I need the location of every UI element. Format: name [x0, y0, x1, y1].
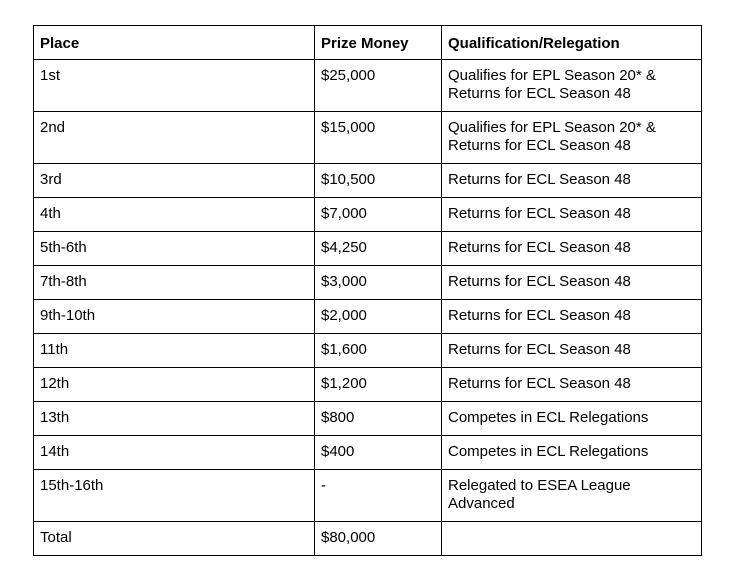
prize-cell: $4,250 [315, 232, 442, 266]
table-row [34, 334, 702, 368]
qualification-cell: Returns for ECL Season 48 [442, 334, 702, 368]
place-cell: 13th [34, 402, 315, 436]
qualification-cell: Qualifies for EPL Season 20* & Returns for ECL Season 48 [442, 112, 702, 164]
prize-cell: $80,000 [315, 522, 442, 556]
table-row [34, 266, 702, 300]
place-cell: 7th-8th [34, 266, 315, 300]
header-qualification-relegation: Qualification/Relegation [442, 26, 702, 60]
header-prize-money: Prize Money [315, 26, 442, 60]
place-cell: 15th-16th [34, 470, 315, 522]
prize-cell: $800 [315, 402, 442, 436]
table-row [34, 300, 702, 334]
qualification-cell: Returns for ECL Season 48 [442, 164, 702, 198]
qualification-cell: Returns for ECL Season 48 [442, 266, 702, 300]
place-cell: 1st [34, 60, 315, 112]
place-cell: 12th [34, 368, 315, 402]
table-row-total [34, 522, 702, 556]
prize-cell: $7,000 [315, 198, 442, 232]
prize-cell: $10,500 [315, 164, 442, 198]
prize-cell: - [315, 470, 442, 522]
table-row [34, 402, 702, 436]
qualification-cell: Returns for ECL Season 48 [442, 198, 702, 232]
place-cell: 14th [34, 436, 315, 470]
prize-cell: $3,000 [315, 266, 442, 300]
place-cell: 5th-6th [34, 232, 315, 266]
table-row [34, 198, 702, 232]
header-place: Place [34, 26, 315, 60]
table-row [34, 232, 702, 266]
prize-table [33, 25, 702, 556]
table-header-row [34, 26, 702, 60]
qualification-cell: Returns for ECL Season 48 [442, 232, 702, 266]
prize-cell: $15,000 [315, 112, 442, 164]
qualification-cell [442, 522, 702, 556]
qualification-cell: Competes in ECL Relegations [442, 436, 702, 470]
table-row [34, 164, 702, 198]
place-cell: 2nd [34, 112, 315, 164]
place-cell: 4th [34, 198, 315, 232]
qualification-cell: Returns for ECL Season 48 [442, 300, 702, 334]
qualification-cell: Returns for ECL Season 48 [442, 368, 702, 402]
prize-cell: $400 [315, 436, 442, 470]
place-cell: 11th [34, 334, 315, 368]
table-row [34, 60, 702, 112]
table-row [34, 470, 702, 522]
table-row [34, 368, 702, 402]
prize-cell: $1,200 [315, 368, 442, 402]
place-cell: Total [34, 522, 315, 556]
qualification-cell: Qualifies for EPL Season 20* & Returns for ECL Season 48 [442, 60, 702, 112]
qualification-cell: Competes in ECL Relegations [442, 402, 702, 436]
place-cell: 9th-10th [34, 300, 315, 334]
prize-cell: $25,000 [315, 60, 442, 112]
prize-cell: $1,600 [315, 334, 442, 368]
place-cell: 3rd [34, 164, 315, 198]
prize-cell: $2,000 [315, 300, 442, 334]
table-row [34, 112, 702, 164]
qualification-cell: Relegated to ESEA League Advanced [442, 470, 702, 522]
table-row [34, 436, 702, 470]
